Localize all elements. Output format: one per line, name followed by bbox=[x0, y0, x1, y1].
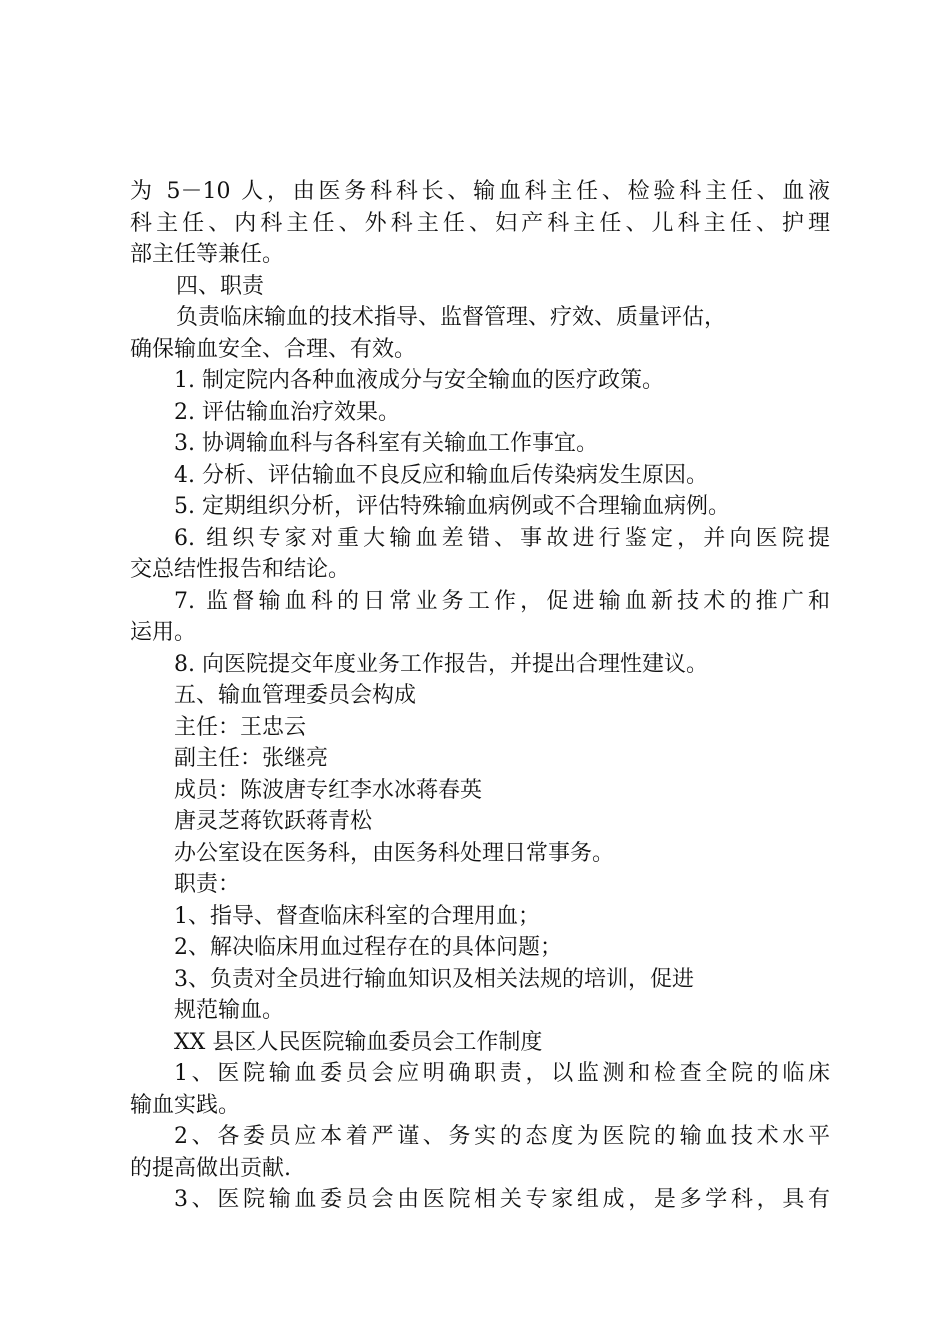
text-line: 职责： bbox=[174, 872, 241, 897]
text-line: 唐灵芝蒋钦跃蒋青松 bbox=[174, 809, 373, 834]
list-item: 2、解决临床用血过程存在的具体问题； bbox=[174, 935, 562, 960]
text-line: 的提高做出贡献. bbox=[130, 1155, 291, 1181]
list-item: 1. 制定院内各种血液成分与安全输血的医疗政策。 bbox=[174, 368, 664, 393]
text-line: 成员：陈波唐专红李水冰蒋春英 bbox=[174, 777, 483, 803]
text-line: 负责临床输血的技术指导、监督管理、疗效、质量评估， bbox=[176, 305, 727, 330]
list-item: 7. 监督输血科的日常业务工作，促进输血新技术的推广和 bbox=[174, 588, 830, 614]
text-line: 主任：王忠云 bbox=[174, 714, 307, 740]
text-line: 规范输血。 bbox=[174, 998, 285, 1023]
document-body bbox=[130, 176, 830, 1216]
text-line: 科主任、内科主任、外科主任、妇产科主任、儿科主任、护理 bbox=[130, 210, 830, 236]
text-line: 为 5－10 人，由医务科科长、输血科主任、检验科主任、血液 bbox=[130, 179, 830, 204]
list-item: 5. 定期组织分析，评估特殊输血病例或不合理输血病例。 bbox=[174, 494, 730, 519]
text-line: 办公室设在医务科，由医务科处理日常事务。 bbox=[174, 840, 615, 866]
section-heading: 四、职责 bbox=[176, 273, 265, 299]
list-item: 3、负责对全员进行输血知识及相关法规的培训，促进 bbox=[174, 966, 694, 992]
text-line: 交总结性报告和结论。 bbox=[130, 557, 351, 582]
list-item: 1、指导、督查临床科室的合理用血； bbox=[174, 903, 540, 929]
list-item: 3. 协调输血科与各科室有关输血工作事宜。 bbox=[174, 431, 598, 456]
text-line: 确保输血安全、合理、有效。 bbox=[130, 336, 417, 362]
text-line: 部主任等兼任。 bbox=[130, 242, 285, 267]
list-item: 3、医院输血委员会由医院相关专家组成，是多学科，具有 bbox=[174, 1187, 830, 1212]
list-item: 6. 组织专家对重大输血差错、事故进行鉴定，并向医院提 bbox=[174, 525, 830, 551]
text-line: 副主任：张继亮 bbox=[174, 746, 329, 771]
list-item: 8. 向医院提交年度业务工作报告，并提出合理性建议。 bbox=[174, 651, 708, 677]
text-line: 输血实践。 bbox=[130, 1092, 241, 1118]
section-heading: 五、输血管理委员会构成 bbox=[174, 683, 417, 708]
text-line: 运用。 bbox=[130, 620, 197, 645]
section-heading: XX 县区人民医院输血委员会工作制度 bbox=[174, 1029, 543, 1055]
list-item: 2. 评估输血治疗效果。 bbox=[174, 399, 400, 425]
list-item: 4. 分析、评估输血不良反应和输血后传染病发生原因。 bbox=[174, 462, 708, 488]
list-item: 2、各委员应本着严谨、务实的态度为医院的输血技术水平 bbox=[174, 1124, 830, 1149]
list-item: 1、医院输血委员会应明确职责，以监测和检查全院的临床 bbox=[174, 1061, 830, 1086]
